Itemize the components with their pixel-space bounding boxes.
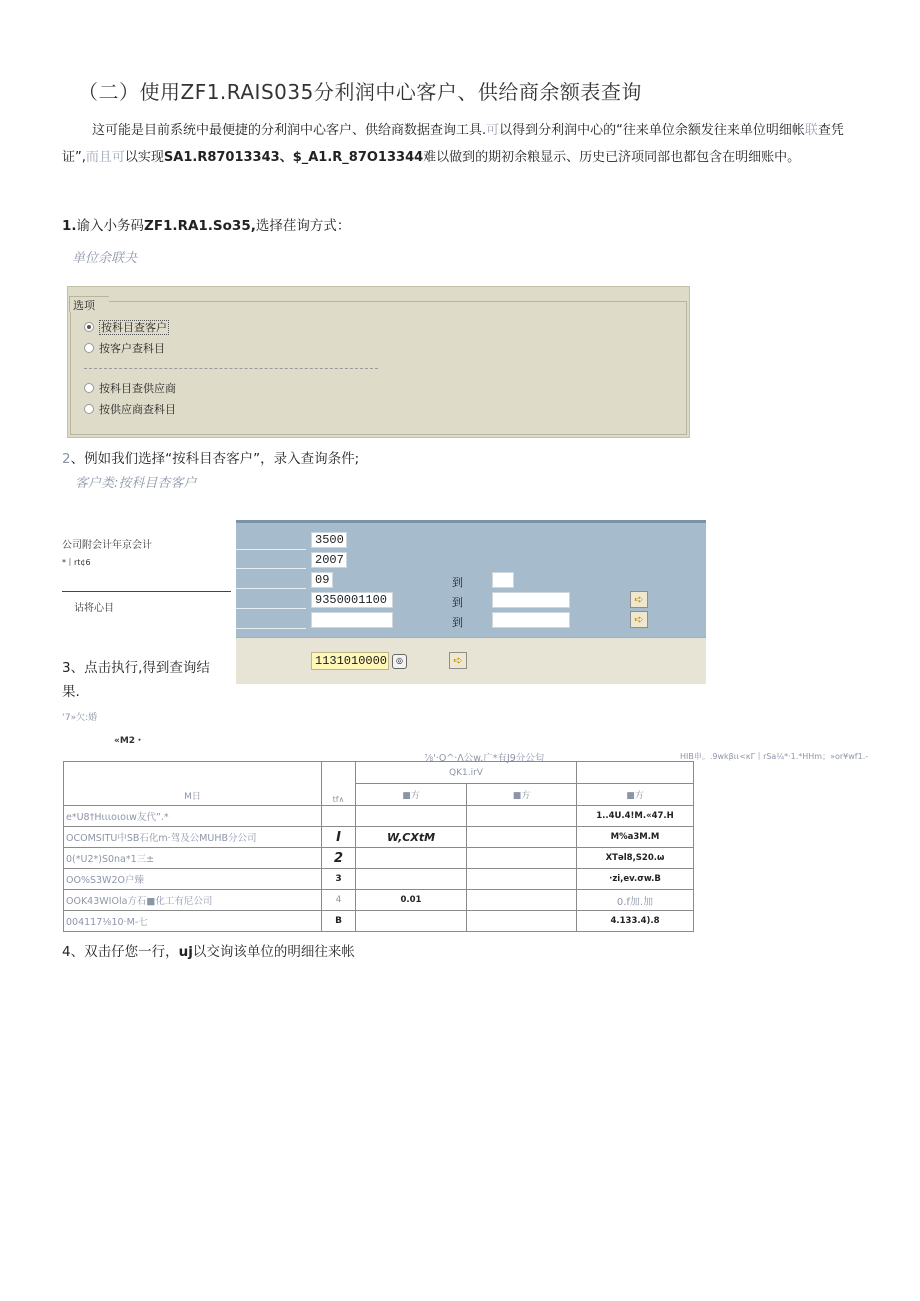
option-by-account-vendor[interactable] bbox=[84, 380, 176, 396]
row-name: 004117⅛10·M-七 bbox=[64, 911, 322, 932]
header-empty bbox=[577, 762, 694, 784]
table-row[interactable] bbox=[64, 848, 694, 869]
radio-icon[interactable] bbox=[84, 383, 94, 393]
row-balance: M%a3M.M bbox=[577, 827, 694, 848]
selection-bottom-area bbox=[236, 637, 706, 684]
row-debit bbox=[356, 869, 467, 890]
step-1-number: 1. bbox=[62, 218, 77, 234]
step-2-text: 、例如我们选择“按科目杏客户”，录入查询条件; bbox=[70, 451, 360, 467]
step-4-text-b: uj bbox=[178, 944, 193, 960]
selection-topbar bbox=[236, 520, 706, 523]
intro-text-8: SA1.R87013343、$_A1.R_87O13344 bbox=[163, 150, 424, 165]
multiple-selection-button[interactable] bbox=[630, 611, 648, 628]
multiple-selection-button[interactable] bbox=[449, 652, 467, 669]
row-credit bbox=[467, 911, 577, 932]
intro-text-4: 联 bbox=[804, 123, 818, 138]
row-debit bbox=[356, 848, 467, 869]
row-credit bbox=[467, 890, 577, 911]
period-to-input[interactable] bbox=[492, 572, 514, 588]
row-debit bbox=[356, 806, 467, 827]
profit-center-to-label: 到 bbox=[452, 596, 463, 609]
profit-center-from-input[interactable]: 9350001100 bbox=[311, 592, 393, 608]
multiple-selection-button[interactable] bbox=[630, 591, 648, 608]
row-credit bbox=[467, 848, 577, 869]
report-company-line: ⅞'·O^·Λ公w.广*有J9分公匂 bbox=[424, 753, 545, 764]
row-name: OOK43WIOla方石■化工有尼公司 bbox=[64, 890, 322, 911]
intro-text-6: 而且可 bbox=[85, 150, 125, 165]
row-balance: XTəl8,S20.ω bbox=[577, 848, 694, 869]
options-divider bbox=[84, 368, 378, 369]
customer-from-input[interactable] bbox=[311, 612, 393, 628]
row-line bbox=[236, 588, 306, 589]
arrow-right-icon: ➪ bbox=[634, 613, 644, 626]
row-debit: W,CXtM bbox=[356, 827, 467, 848]
row-balance: ·zi,ev.σw.B bbox=[577, 869, 694, 890]
header-balance: ■方 bbox=[577, 784, 694, 806]
row-line bbox=[236, 628, 306, 629]
row-balance: 0.f加.加 bbox=[577, 890, 694, 911]
row-credit bbox=[467, 827, 577, 848]
caption-3: ʻ7»欠:婚 bbox=[62, 713, 98, 723]
table-row[interactable] bbox=[64, 890, 694, 911]
option-label: 按客户查科目 bbox=[99, 342, 165, 355]
row-line bbox=[236, 568, 306, 569]
divider-line bbox=[62, 591, 231, 592]
row-balance: 4.133.4).8 bbox=[577, 911, 694, 932]
selection-screen bbox=[236, 520, 706, 684]
row-line bbox=[236, 549, 306, 550]
row-debit: 0.01 bbox=[356, 890, 467, 911]
row-index: 4 bbox=[322, 890, 356, 911]
table-row[interactable] bbox=[64, 827, 694, 848]
row-name: e*U8†Hιιιoιoιw友代”.* bbox=[64, 806, 322, 827]
label-profit-center: 诂将心目 bbox=[74, 603, 114, 614]
row-index: I bbox=[322, 827, 356, 848]
step-3-line-2: 果. bbox=[62, 684, 80, 700]
row-debit bbox=[356, 911, 467, 932]
option-by-vendor-account[interactable] bbox=[84, 401, 176, 417]
arrow-right-icon: ➪ bbox=[453, 654, 463, 667]
intro-text-3: 以得到分利润中心的“往来单位余额发往来单位明细帐 bbox=[499, 123, 805, 138]
step-1 bbox=[62, 214, 350, 234]
search-help-icon[interactable]: ◎ bbox=[392, 654, 407, 669]
option-label: 按科目查供应商 bbox=[99, 382, 176, 395]
company-code-input[interactable]: 3500 bbox=[311, 532, 347, 548]
table-row[interactable] bbox=[64, 869, 694, 890]
caption-2: 客户类:按科目杏客户 bbox=[75, 476, 197, 491]
profit-center-to-input[interactable] bbox=[492, 592, 570, 608]
table-row[interactable] bbox=[64, 806, 694, 827]
header-group: QK1.irV bbox=[356, 762, 577, 784]
label-period: *丨rt¢6 bbox=[62, 558, 91, 567]
customer-to-input[interactable] bbox=[492, 612, 570, 628]
period-from-input[interactable]: 09 bbox=[311, 572, 333, 588]
radio-icon[interactable] bbox=[84, 343, 94, 353]
option-by-account-customer[interactable] bbox=[84, 319, 169, 335]
radio-selected-icon[interactable] bbox=[84, 322, 94, 332]
row-name: OO%S3W2O户臻 bbox=[64, 869, 322, 890]
report-small-label: «M2・ bbox=[114, 736, 145, 746]
step-2 bbox=[62, 447, 359, 467]
row-credit bbox=[467, 869, 577, 890]
row-name: OCOMSITU中SB石化m·驾及公MUHB分公司 bbox=[64, 827, 322, 848]
row-line bbox=[236, 608, 306, 609]
intro-text-5: 查凭证”, bbox=[62, 123, 844, 165]
label-company-year: 公司附会计年京会计 bbox=[62, 540, 152, 551]
options-panel bbox=[67, 286, 690, 438]
row-index: 2 bbox=[322, 848, 356, 869]
header-name: M日 bbox=[64, 762, 322, 806]
row-index: B bbox=[322, 911, 356, 932]
page-title: （二）使用ZF1.RAIS035分利润中心客户、供给商余额表查询 bbox=[78, 80, 642, 104]
intro-text-2: 可 bbox=[486, 123, 500, 138]
step-3-line-1: 3、点击执行,得到查询结 bbox=[62, 660, 210, 676]
step-4 bbox=[62, 940, 355, 960]
account-input[interactable]: 1131010000 bbox=[311, 652, 389, 670]
step-4-text-c: 以交询该单位的明细往来帐 bbox=[192, 944, 355, 960]
intro-text-7: 以实现 bbox=[124, 150, 164, 165]
period-to-label: 到 bbox=[452, 576, 463, 589]
step-1-text-a: 谕入小务码 bbox=[76, 218, 145, 234]
table-header-row bbox=[64, 762, 694, 784]
option-label: 按科目查客户 bbox=[101, 321, 167, 334]
row-balance: 1..4U.4!M.«47.H bbox=[577, 806, 694, 827]
options-tab: 选项 bbox=[69, 296, 109, 312]
intro-text-9: 难以做到的期初余粮显示、历史已济项同部也都包含在明细账中。 bbox=[423, 150, 801, 165]
report-right-info: HIB申。.9wkβιι<κΓ丨rSa¼*·1.*HHm；»or¥wf1.- bbox=[680, 752, 869, 761]
step-4-text-a: 4、双击仔您一行， bbox=[62, 944, 179, 960]
step-1-text-c: 选择荏询方式： bbox=[255, 218, 351, 234]
row-index: 3 bbox=[322, 869, 356, 890]
step-2-number: 2 bbox=[62, 451, 71, 467]
step-1-code: ZF1.RA1.So35, bbox=[144, 218, 256, 234]
row-index bbox=[322, 806, 356, 827]
customer-to-label: 到 bbox=[452, 616, 463, 629]
fiscal-year-input[interactable]: 2007 bbox=[311, 552, 347, 568]
option-by-customer-account[interactable] bbox=[84, 340, 165, 356]
row-credit bbox=[467, 806, 577, 827]
header-credit: ■方 bbox=[467, 784, 577, 806]
header-index: tf∧ bbox=[322, 762, 356, 806]
row-name: 0(*U2*)S0na*1三± bbox=[64, 848, 322, 869]
radio-icon[interactable] bbox=[84, 404, 94, 414]
header-debit: ■方 bbox=[356, 784, 467, 806]
caption-1: 单位余联夬 bbox=[72, 251, 138, 266]
intro-paragraph bbox=[62, 117, 862, 171]
result-table bbox=[63, 761, 694, 932]
arrow-right-icon: ➪ bbox=[634, 593, 644, 606]
option-label: 按供应商查科目 bbox=[99, 403, 176, 416]
intro-text-1: 这可能是目前系统中最便捷的分利润中心客户、供给商数据查询工具. bbox=[92, 123, 487, 138]
table-row[interactable] bbox=[64, 911, 694, 932]
